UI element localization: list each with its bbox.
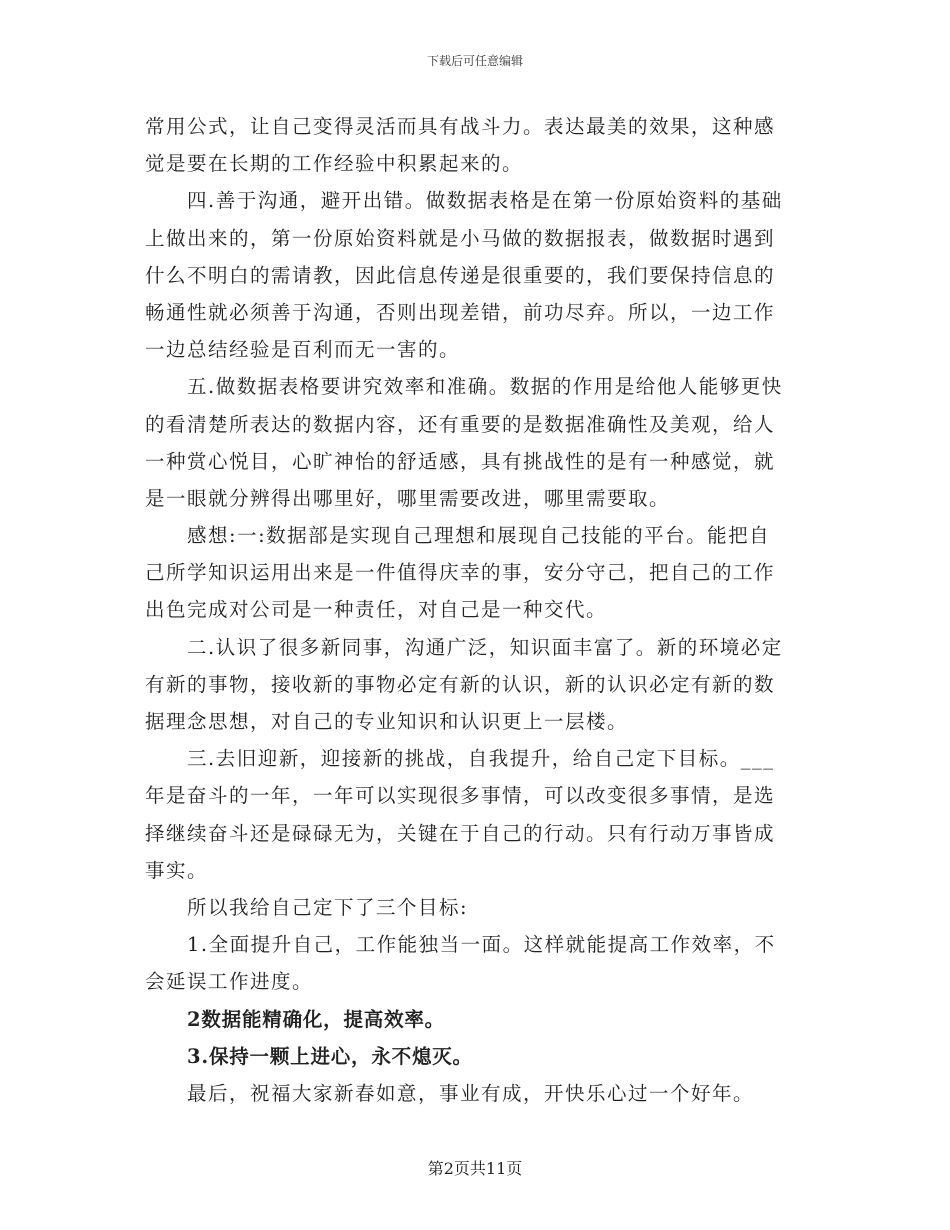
text-line: 最后，祝福大家新春如意，事业有成，开快乐心过一个好年。 <box>187 1081 755 1105</box>
text-line: 常用公式，让自己变得灵活而具有战斗力。表达最美的效果，这种感 <box>145 115 776 138</box>
text-line: 觉是要在长期的工作经验中积累起来的。 <box>145 152 524 176</box>
text-line: 畅通性就必须善于沟通，否则出现差错，前功尽弃。所以，一边工作 <box>145 300 776 324</box>
text-line: 是一眼就分辨得出哪里好，哪里需要改进，哪里需要取。 <box>145 486 671 510</box>
text-line: 所以我给自己定下了三个目标: <box>187 895 469 919</box>
text-line: 会延误工作进度。 <box>145 970 314 994</box>
text-line-bold: 2数据能精确化，提高效率。 <box>187 1007 445 1031</box>
text-line: 事实。 <box>145 858 209 882</box>
text-line: 感想:一:数据部是实现自己理想和展现自己技能的平台。能把自 <box>187 524 771 548</box>
text-line-bold: 3.保持一颗上进心，永不熄灭。 <box>187 1044 473 1068</box>
text-line: 有新的事物，接收新的事物必定有新的认识，新的认识必定有新的数 <box>145 672 776 696</box>
text-line: 二.认识了很多新同事，沟通广泛，知识面丰富了。新的环境必定 <box>187 635 783 659</box>
text-line: 出色完成对公司是一种责任，对自己是一种交代。 <box>145 598 608 622</box>
text-line: 上做出来的，第一份原始资料就是小马做的数据报表，做数据时遇到 <box>145 226 776 250</box>
text-line: 四.善于沟通，避开出错。做数据表格是在第一份原始资料的基础 <box>187 189 783 213</box>
document-body <box>145 108 807 1112</box>
text-line: 一边总结经验是百利而无一害的。 <box>145 338 461 362</box>
text-line: 己所学知识运用出来是一件值得庆幸的事，安分守己，把自己的工作 <box>145 561 776 585</box>
page-header: 下载后可任意编辑 <box>426 54 523 68</box>
text-line: 年是奋斗的一年，一年可以实现很多事情，可以改变很多事情，是选 <box>145 784 776 808</box>
page-footer: 第2页共11页 <box>427 1159 523 1178</box>
text-line: 五.做数据表格要讲究效率和准确。数据的作用是给他人能够更快 <box>187 375 783 399</box>
text-line: 什么不明白的需请教，因此信息传递是很重要的，我们要保持信息的 <box>145 263 776 287</box>
text-line: 1.全面提升自己，工作能独当一面。这样就能提高工作效率，不 <box>187 933 776 957</box>
text-line: 据理念思想，对自己的专业知识和认识更上一层楼。 <box>145 710 629 733</box>
text-line: 一种赏心悦目，心旷神怡的舒适感，具有挑战性的是有一种感觉，就 <box>145 449 776 473</box>
text-line: 的看清楚所表达的数据内容，还有重要的是数据准确性及美观，给人 <box>145 412 776 436</box>
text-line: 择继续奋斗还是碌碌无为，关键在于自己的行动。只有行动万事皆成 <box>145 821 776 845</box>
text-line: 三.去旧迎新，迎接新的挑战，自我提升，给自己定下目标。___ <box>187 747 775 771</box>
